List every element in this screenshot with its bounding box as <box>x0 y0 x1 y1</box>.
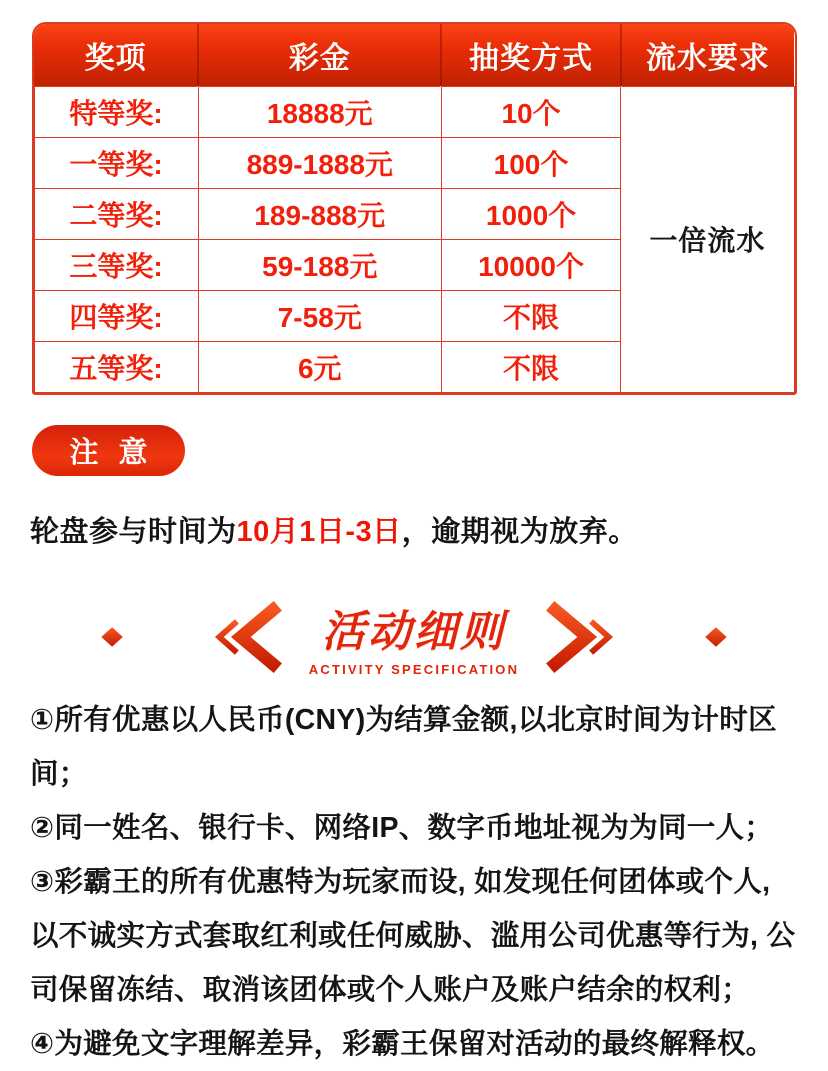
tier-label: 特等奖: <box>34 86 198 137</box>
rule-item: ②同一姓名、银行卡、网络IP、数字币地址视为为同一人； <box>30 811 774 844</box>
tier-amount: 59-188元 <box>198 239 441 290</box>
header-bonus: 彩金 <box>198 24 441 86</box>
tier-amount: 7-58元 <box>198 290 441 341</box>
tier-amount: 6元 <box>198 341 441 392</box>
header-turnover-req: 流水要求 <box>621 24 794 86</box>
turnover-requirement-cell: 一倍流水 <box>621 86 794 392</box>
table-row <box>34 86 794 137</box>
prize-table-header-row <box>34 24 794 86</box>
notice-suffix: ，逾期视为放弃。 <box>401 515 638 548</box>
tier-label: 四等奖: <box>34 290 198 341</box>
participation-notice <box>30 509 828 550</box>
diamond-endpoint-icon <box>705 627 726 647</box>
section-title: 活动细则 <box>322 607 506 656</box>
notice-badge: 注 意 <box>32 425 185 476</box>
tier-label: 一等奖: <box>34 137 198 188</box>
tier-amount: 889-1888元 <box>198 137 441 188</box>
tier-draws: 100个 <box>441 137 620 188</box>
arrow-flourish-left-icon <box>99 598 287 676</box>
notice-prefix: 轮盘参与时间为 <box>30 515 237 548</box>
section-titles <box>299 598 529 677</box>
section-subtitle: ACTIVITY SPECIFICATION <box>308 661 520 677</box>
prize-table <box>34 24 795 393</box>
promo-page <box>0 22 828 1060</box>
tier-draws: 10000个 <box>441 239 620 290</box>
prize-table-frame <box>32 22 797 395</box>
rule-item: ③彩霸王的所有优惠特为玩家而设, 如发现任何团体或个人, 以不诚实方式套取红利或任何威胁、滥用公司优惠等行为, 公司保留冻结、取消该团体或个人账户及账户结余的权利； <box>30 865 796 1006</box>
rule-item: ①所有优惠以人民币(CNY)为结算金额,以北京时间为计时区间； <box>30 703 777 790</box>
tier-draws: 10个 <box>441 86 620 137</box>
tier-draws: 不限 <box>441 341 620 392</box>
tier-amount: 189-888元 <box>198 188 441 239</box>
header-prize-tier: 奖项 <box>34 24 198 86</box>
arrow-flourish-right-icon <box>541 598 729 676</box>
tier-amount: 18888元 <box>198 86 441 137</box>
activity-spec-header <box>0 598 828 677</box>
tier-label: 二等奖: <box>34 188 198 239</box>
header-draw-method: 抽奖方式 <box>441 24 620 86</box>
tier-draws: 1000个 <box>441 188 620 239</box>
tier-label: 五等奖: <box>34 341 198 392</box>
rule-item: ④为避免文字理解差异，彩霸王保留对活动的最终解释权。 <box>30 1027 775 1060</box>
activity-rules <box>30 693 798 1071</box>
notice-date-range: 10月1日-3日 <box>236 515 402 548</box>
tier-label: 三等奖: <box>34 239 198 290</box>
tier-draws: 不限 <box>441 290 620 341</box>
